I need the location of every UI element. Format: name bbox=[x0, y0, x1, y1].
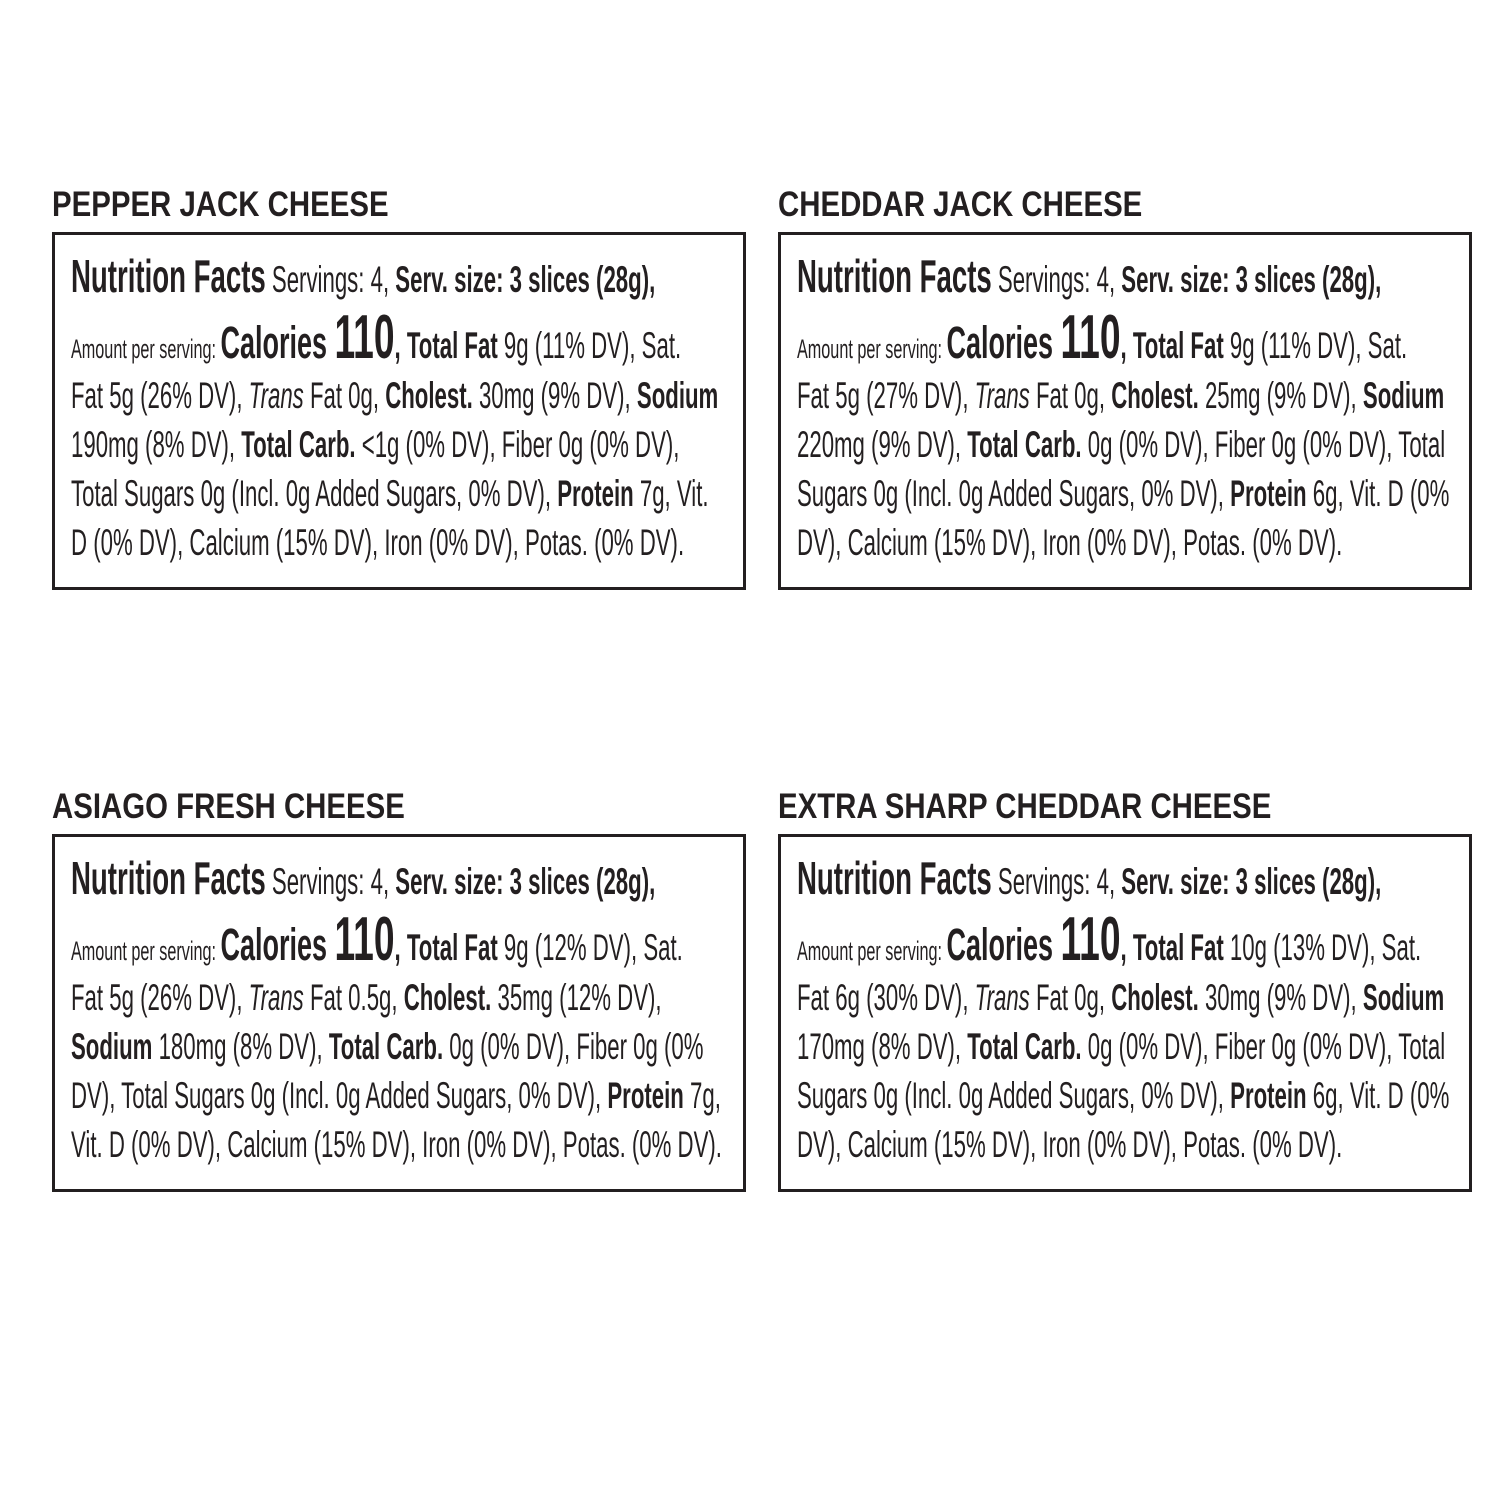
nutrition-text: 0g (0% DV), Fiber 0g (0% DV), Total bbox=[1081, 1026, 1446, 1067]
nutrition-text: Sugars 0g (Incl. 0g Added Sugars, 0% DV), bbox=[797, 1075, 1231, 1116]
nutrition-text: DV), Calcium (15% DV), Iron (0% DV), Potas. (0% DV). bbox=[797, 522, 1343, 563]
nutrition-text: Cholest. bbox=[403, 977, 492, 1018]
nutrition-text: Sodium bbox=[71, 1026, 153, 1067]
nutrition-text: Protein bbox=[1230, 473, 1307, 514]
nutrition-text: 180mg (8% DV), bbox=[152, 1026, 329, 1067]
nutrition-text: Fat 5g (27% DV), bbox=[797, 375, 975, 416]
nutrition-text: 6g, Vit. D (0% bbox=[1306, 1075, 1450, 1116]
nutrition-line bbox=[71, 247, 656, 305]
nutrition-text: 220mg (9% DV), bbox=[797, 424, 968, 465]
product-title: CHEDDAR JACK CHEESE bbox=[778, 185, 1143, 224]
nutrition-text: Total Carb. bbox=[241, 424, 356, 465]
nutrition-line bbox=[797, 518, 1343, 567]
nutrition-text: Sodium bbox=[1362, 977, 1445, 1018]
nutrition-text: Calories bbox=[946, 317, 1061, 368]
nutrition-text: Calories bbox=[946, 919, 1061, 970]
nutrition-text: , Total Fat bbox=[1120, 325, 1224, 366]
nutrition-text: Servings: 4, bbox=[991, 861, 1122, 902]
nutrition-text: Fat 0g, bbox=[1029, 375, 1112, 416]
nutrition-text: 110 bbox=[334, 905, 395, 974]
nutrition-text: Protein bbox=[557, 473, 634, 514]
nutrition-line bbox=[797, 247, 1382, 305]
nutrition-text: Calories bbox=[220, 317, 335, 368]
nutrition-text: Total Carb. bbox=[967, 1026, 1082, 1067]
nutrition-line bbox=[797, 1071, 1450, 1120]
nutrition-facts-box bbox=[52, 834, 746, 1192]
nutrition-text: Sodium bbox=[636, 375, 719, 416]
nutrition-text: 35mg (12% DV), bbox=[491, 977, 662, 1018]
nutrition-facts-box bbox=[52, 232, 746, 590]
nutrition-text: 7g, Vit. bbox=[633, 473, 709, 514]
nutrition-text: Vit. D (0% DV), Calcium (15% DV), Iron (0% DV), Potas. (0% DV). bbox=[71, 1124, 722, 1165]
nutrition-text: Sugars 0g (Incl. 0g Added Sugars, 0% DV), bbox=[797, 473, 1231, 514]
nutrition-line bbox=[797, 371, 1445, 420]
nutrition-text: Total Sugars 0g (Incl. 0g Added Sugars, 0% DV), bbox=[71, 473, 558, 514]
nutrition-panel bbox=[778, 784, 1472, 1192]
nutrition-line bbox=[71, 371, 719, 420]
product-title: PEPPER JACK CHEESE bbox=[52, 185, 389, 224]
nutrition-text: 190mg (8% DV), bbox=[71, 424, 242, 465]
nutrition-line bbox=[797, 973, 1445, 1022]
nutrition-line bbox=[71, 905, 683, 974]
nutrition-text: , Total Fat bbox=[1120, 927, 1224, 968]
nutrition-text: Calories bbox=[220, 919, 335, 970]
nutrition-text: 0g (0% DV), Fiber 0g (0% DV), Total bbox=[1081, 424, 1446, 465]
nutrition-line bbox=[797, 1120, 1343, 1169]
nutrition-text: Fat 5g (26% DV), bbox=[71, 977, 249, 1018]
nutrition-text: Serv. size: 3 slices (28g), bbox=[395, 259, 656, 300]
nutrition-line bbox=[797, 849, 1382, 907]
nutrition-text: 110 bbox=[1060, 303, 1121, 372]
nutrition-text: Amount per serving: bbox=[71, 936, 221, 966]
nutrition-text: Nutrition Facts bbox=[797, 250, 992, 302]
nutrition-line bbox=[797, 1022, 1446, 1071]
nutrition-text: 30mg (9% DV), bbox=[1198, 977, 1363, 1018]
nutrition-text: Servings: 4, bbox=[991, 259, 1122, 300]
nutrition-text: Protein bbox=[1230, 1075, 1307, 1116]
nutrition-text: 110 bbox=[1060, 905, 1121, 974]
nutrition-text: Servings: 4, bbox=[265, 861, 396, 902]
nutrition-line bbox=[71, 1120, 722, 1169]
nutrition-text: , Total Fat bbox=[394, 927, 498, 968]
nutrition-line bbox=[71, 849, 656, 907]
nutrition-text: 110 bbox=[334, 303, 395, 372]
product-title: EXTRA SHARP CHEDDAR CHEESE bbox=[778, 787, 1272, 826]
nutrition-text: Serv. size: 3 slices (28g), bbox=[1121, 861, 1382, 902]
nutrition-line bbox=[71, 1022, 704, 1071]
nutrition-text: Amount per serving: bbox=[797, 936, 947, 966]
nutrition-text: 30mg (9% DV), bbox=[472, 375, 637, 416]
nutrition-text: 25mg (9% DV), bbox=[1198, 375, 1363, 416]
nutrition-line bbox=[71, 303, 682, 372]
nutrition-line bbox=[71, 420, 680, 469]
nutrition-text: Trans bbox=[974, 375, 1030, 416]
nutrition-text: 10g (13% DV), Sat. bbox=[1223, 927, 1422, 968]
nutrition-text: Nutrition Facts bbox=[797, 852, 992, 904]
nutrition-line bbox=[71, 469, 709, 518]
nutrition-text: Serv. size: 3 slices (28g), bbox=[395, 861, 656, 902]
nutrition-text: Fat 6g (30% DV), bbox=[797, 977, 975, 1018]
product-title: ASIAGO FRESH CHEESE bbox=[52, 787, 405, 826]
nutrition-text: Serv. size: 3 slices (28g), bbox=[1121, 259, 1382, 300]
nutrition-text: Fat 0g, bbox=[303, 375, 386, 416]
nutrition-text: DV), Calcium (15% DV), Iron (0% DV), Potas. (0% DV). bbox=[797, 1124, 1343, 1165]
nutrition-text: Protein bbox=[607, 1075, 684, 1116]
nutrition-text: Fat 0.5g, bbox=[303, 977, 404, 1018]
nutrition-panel bbox=[52, 784, 746, 1192]
nutrition-line bbox=[71, 973, 662, 1022]
nutrition-text: Trans bbox=[974, 977, 1030, 1018]
nutrition-text: 7g, bbox=[683, 1075, 721, 1116]
nutrition-text: Servings: 4, bbox=[265, 259, 396, 300]
nutrition-text: Total Carb. bbox=[328, 1026, 444, 1067]
nutrition-panel bbox=[52, 182, 746, 590]
nutrition-text: Fat 0g, bbox=[1029, 977, 1112, 1018]
nutrition-line bbox=[71, 518, 685, 567]
nutrition-text: Sodium bbox=[1362, 375, 1445, 416]
nutrition-text: 0g (0% DV), Fiber 0g (0% bbox=[443, 1026, 704, 1067]
nutrition-text: Fat 5g (26% DV), bbox=[71, 375, 249, 416]
nutrition-text: <1g (0% DV), Fiber 0g (0% DV), bbox=[355, 424, 680, 465]
nutrition-text: , Total Fat bbox=[394, 325, 498, 366]
nutrition-line bbox=[71, 1071, 721, 1120]
nutrition-text: 9g (11% DV), Sat. bbox=[1223, 325, 1408, 366]
nutrition-line bbox=[797, 469, 1450, 518]
nutrition-text: Nutrition Facts bbox=[71, 852, 266, 904]
nutrition-text: Cholest. bbox=[1111, 375, 1199, 416]
nutrition-line bbox=[797, 905, 1422, 974]
nutrition-panel bbox=[778, 182, 1472, 590]
nutrition-line bbox=[797, 303, 1408, 372]
nutrition-text: D (0% DV), Calcium (15% DV), Iron (0% DV), Potas. (0% DV). bbox=[71, 522, 685, 563]
nutrition-text: Total Carb. bbox=[967, 424, 1082, 465]
nutrition-text: Amount per serving: bbox=[71, 334, 221, 364]
nutrition-text: DV), Total Sugars 0g (Incl. 0g Added Sugars, 0% DV), bbox=[71, 1075, 608, 1116]
nutrition-facts-box bbox=[778, 232, 1472, 590]
nutrition-text: Trans bbox=[248, 375, 304, 416]
nutrition-text: Cholest. bbox=[1111, 977, 1199, 1018]
nutrition-text: 6g, Vit. D (0% bbox=[1306, 473, 1450, 514]
nutrition-text: 170mg (8% DV), bbox=[797, 1026, 968, 1067]
nutrition-text: Nutrition Facts bbox=[71, 250, 266, 302]
nutrition-text: 9g (11% DV), Sat. bbox=[497, 325, 682, 366]
nutrition-text: Cholest. bbox=[385, 375, 473, 416]
nutrition-text: Amount per serving: bbox=[797, 334, 947, 364]
nutrition-line bbox=[797, 420, 1446, 469]
nutrition-facts-box bbox=[778, 834, 1472, 1192]
nutrition-text: 9g (12% DV), Sat. bbox=[497, 927, 683, 968]
nutrition-text: Trans bbox=[248, 977, 304, 1018]
